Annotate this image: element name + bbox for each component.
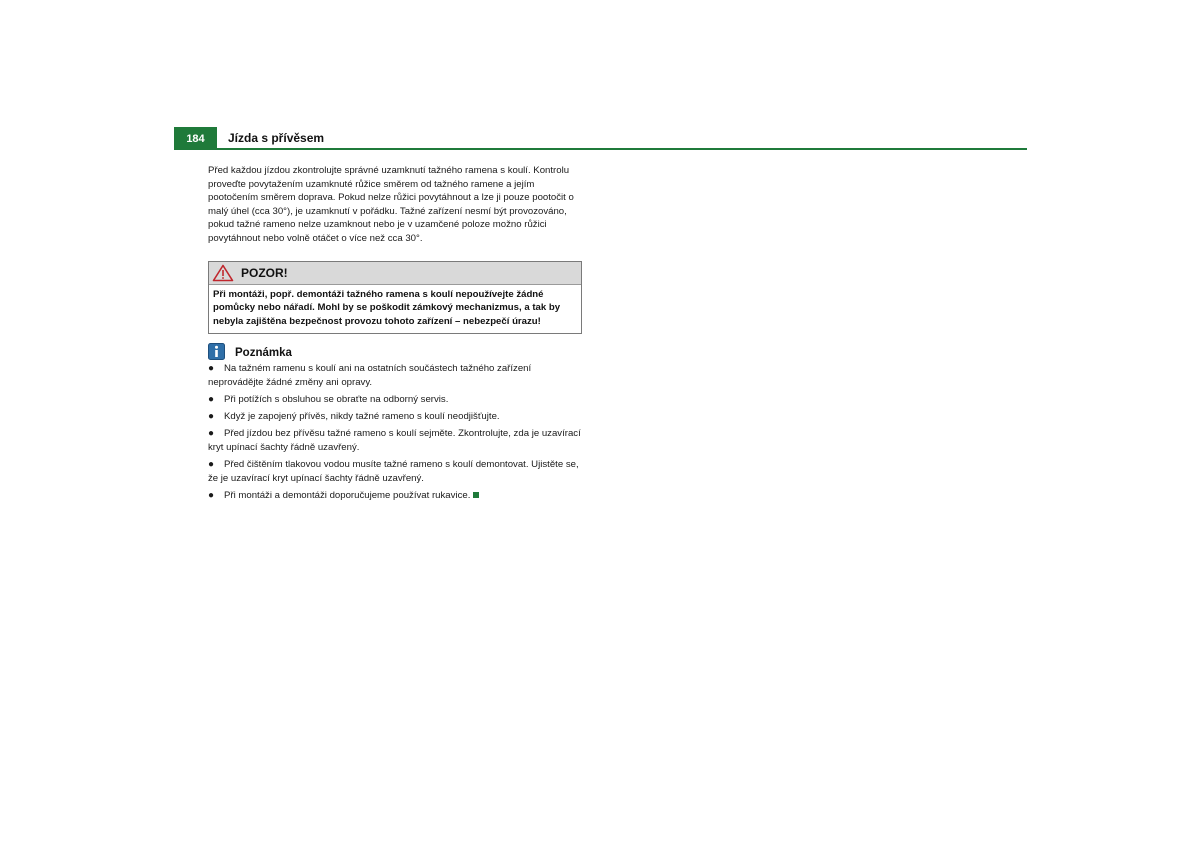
list-item-text: Před jízdou bez přívěsu tažné rameno s koulí sejměte. Zkontrolujte, zda je uzavírací kryt upínací šachty řádně uzavřený. <box>208 428 581 453</box>
bullet-icon: ● <box>208 393 215 405</box>
list-item <box>208 427 586 454</box>
warning-text: Při montáži, popř. demontáži tažného ramena s koulí nepoužívejte žádné pomůcky nebo nářadí. Mohl by se poškodit zámkový mechanizmus, a tak by nebyla zajištěna bezpečnost provozu tohoto zařízení – nebezpečí úrazu! <box>213 289 561 327</box>
page-number: 184 <box>174 127 217 149</box>
list-item <box>208 410 586 424</box>
intro-paragraph: Před každou jízdou zkontrolujte správné uzamknutí tažného ramena s koulí. Kontrolu proveďte povytažením uzamknuté růžice směrem od tažného ramene a jejím pootočením směrem doprava. Pokud nelze růžici povytáhnout a lze ji pouze pootočit o malý úhel (cca 30°), je uzamknutí v pořádku. Tažné zařízení nesmí být provozováno, pokud tažné rameno nelze uzamknout nebo je v uzamčené poloze možno růžici povytáhnout nebo volně otáčet o více než cca 30°. <box>208 165 574 244</box>
section-end-icon <box>473 492 479 498</box>
warning-box <box>208 261 582 334</box>
note-title: Poznámka <box>235 347 292 359</box>
list-item <box>208 393 586 407</box>
list-item <box>208 458 586 485</box>
warning-triangle-icon <box>212 264 234 282</box>
list-item <box>208 362 586 389</box>
list-item-text: Když je zapojený přívěs, nikdy tažné rameno s koulí neodjišťujte. <box>224 410 500 422</box>
info-icon <box>208 343 225 360</box>
bullet-icon: ● <box>208 363 215 374</box>
warning-title: POZOR! <box>241 266 288 280</box>
list-item-text: Před čištěním tlakovou vodou musíte tažné rameno s koulí demontovat. Ujistěte se, že je uzavírací kryt upínací šachty řádně uzavřený. <box>208 458 579 484</box>
list-item-text: Na tažném ramenu s koulí ani na ostatních součástech tažného zařízení neprovádějte žádné změny ani opravy. <box>208 363 532 388</box>
note-list <box>208 362 586 506</box>
list-item-text: Při potížích s obsluhou se obraťte na odborný servis. <box>224 393 449 405</box>
bullet-icon: ● <box>208 410 215 422</box>
bullet-icon: ● <box>208 458 215 470</box>
list-item <box>208 489 586 503</box>
section-title: Jízda s přívěsem <box>228 131 325 145</box>
bullet-icon: ● <box>208 489 215 501</box>
warning-header <box>209 262 581 285</box>
list-item-text: Při montáži a demontáži doporučujeme používat rukavice. <box>224 489 471 501</box>
header-divider <box>174 148 1027 150</box>
note-header <box>208 341 292 361</box>
bullet-icon: ● <box>208 428 215 440</box>
